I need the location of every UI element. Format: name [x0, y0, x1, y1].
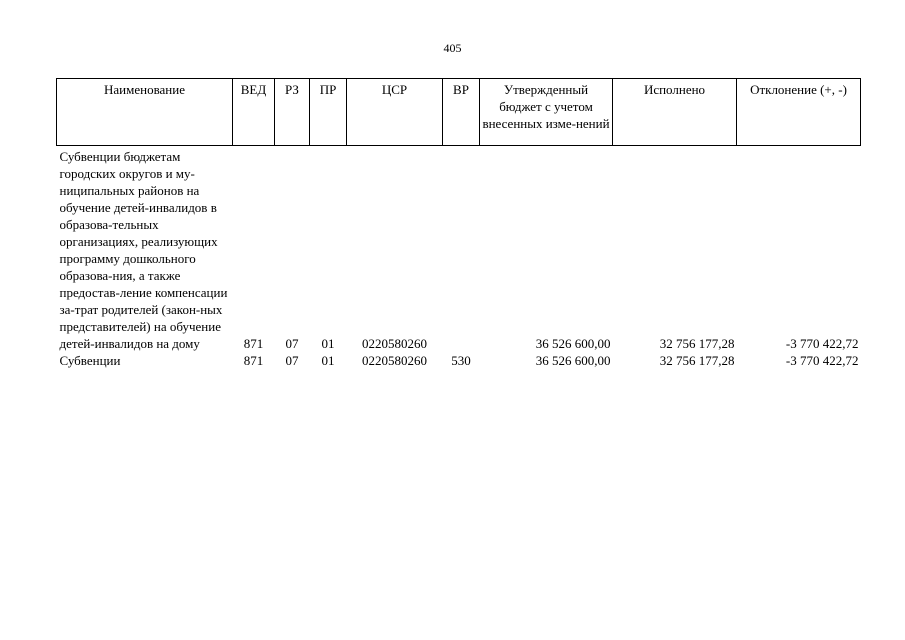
row-ved: 871 [243, 353, 264, 368]
row-executed: 32 756 177,28 [659, 336, 735, 351]
header-deviation: Отклонение (+, -) [737, 79, 861, 146]
header-pr: ПР [310, 79, 347, 146]
row-approved: 36 526 600,00 [535, 336, 611, 351]
header-name: Наименование [57, 79, 233, 146]
header-approved: Утвержденный бюджет с учетом внесенных изме-нений [480, 79, 613, 146]
table-header-row [57, 79, 861, 146]
row-csr: 0220580260 [362, 336, 427, 351]
table-row [57, 352, 861, 369]
page-number: 405 [443, 41, 462, 55]
row-deviation: -3 770 422,72 [785, 353, 859, 368]
header-executed: Исполнено [613, 79, 737, 146]
table-row [57, 146, 861, 353]
header-rz: РЗ [275, 79, 310, 146]
row-pr: 01 [321, 353, 335, 368]
header-vr: ВР [443, 79, 480, 146]
row-name: Субвенции бюджетам городских округов и му-ниципальных районов на обучение детей-инвалидов в образова-тельных организациях, реализующих программу дошкольного образова-ния, а также предостав-ление компенсации за-трат родителей (закон-ных представителей) на обучение детей-инвалидов на дому [59, 149, 228, 351]
row-vr [443, 146, 480, 353]
row-rz: 07 [285, 336, 299, 351]
row-rz: 07 [285, 353, 299, 368]
row-pr: 01 [321, 336, 335, 351]
header-csr: ЦСР [347, 79, 443, 146]
row-vr: 530 [451, 353, 471, 368]
row-approved: 36 526 600,00 [535, 353, 611, 368]
header-ved: ВЕД [233, 79, 275, 146]
row-csr: 0220580260 [362, 353, 427, 368]
row-ved: 871 [243, 336, 264, 351]
row-name: Субвенции [59, 353, 121, 368]
budget-table [56, 78, 861, 369]
row-deviation: -3 770 422,72 [785, 336, 859, 351]
row-executed: 32 756 177,28 [659, 353, 735, 368]
